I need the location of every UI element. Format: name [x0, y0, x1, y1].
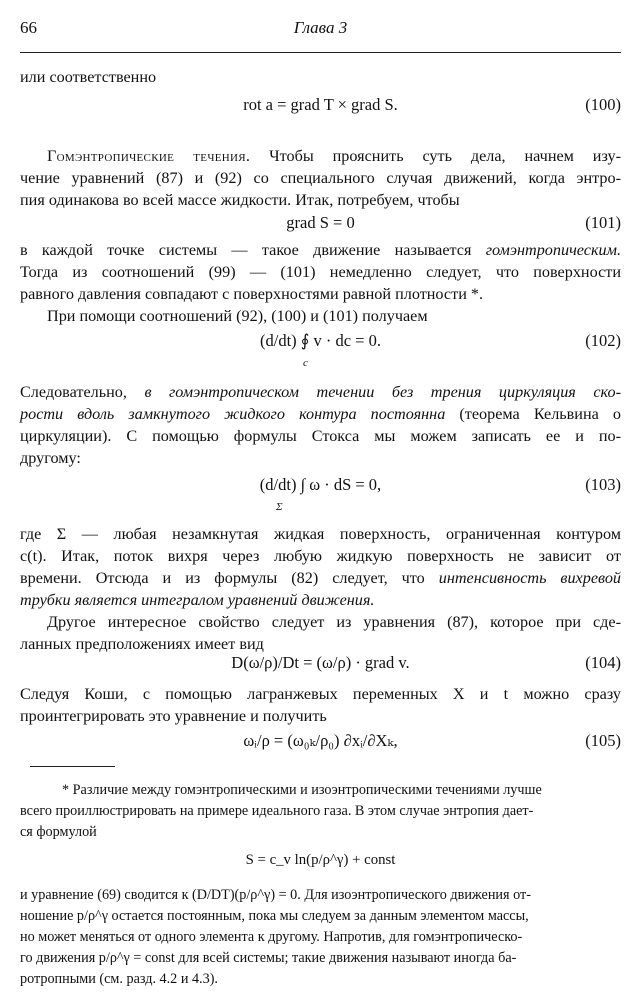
footnote-line: всего проиллюстрировать на примере идеального газа. В этом случае энтропия дает-: [20, 803, 534, 819]
integral-limit: c: [303, 357, 308, 369]
text-line: проинтегрировать это уравнение и получить: [20, 707, 327, 725]
footnote-equation: S = c_v ln(p/ρ^γ) + const: [245, 852, 396, 868]
text-span: Чтобы прояснить суть дела, начнем изу-: [269, 147, 622, 165]
text-line: пия одинакова во всей массе жидкости. Итак, потребуем, чтобы: [20, 191, 460, 209]
equation-number: (101): [585, 213, 621, 232]
footnote-line: ношение p/ρ^γ остается постоянным, пока мы следуем за данным элементом массы,: [20, 908, 529, 924]
footnote-line: ротропными (см. разд. 4.2 и 4.3).: [20, 971, 218, 987]
text-line: другому:: [20, 449, 81, 467]
text-line: равного давления совпадают с поверхностями равной плотности *.: [20, 285, 484, 303]
text-line: где Σ — любая незамкнутая жидкая поверхность, ограниченная контуром: [20, 525, 621, 543]
text-span: Следовательно,: [20, 383, 127, 401]
emphasis: в гомэнтропическом течении без трения циркуляция ско-: [144, 383, 621, 401]
header-rule: [20, 52, 621, 53]
equation-number: (100): [585, 95, 621, 114]
equation-body: (d/dt) ∫ ω · dS = 0,: [259, 475, 382, 494]
footnote-line: * Различие между гомэнтропическими и изоэнтропическими течениями лучше: [62, 782, 542, 798]
text-line: [47, 146, 621, 166]
text-line: чение уравнений (87) и (92) со специального случая движений, когда энтро-: [20, 169, 621, 187]
section-heading: Гомэнтропические течения.: [47, 147, 251, 165]
text-span: (теорема Кельвина о: [459, 405, 622, 423]
emphasis: интенсивность вихревой: [438, 569, 622, 587]
running-header: [20, 18, 621, 40]
text-line: Следуя Коши, с помощью лагранжевых переменных X и t можно сразу: [20, 685, 621, 703]
text-line: [20, 240, 621, 260]
emphasis: рости вдоль замкнутого жидкого контура постоянна: [20, 405, 446, 423]
text-line: При помощи соотношений (92), (100) и (101) получаем: [47, 307, 428, 325]
chapter-title: Глава 3: [293, 18, 348, 37]
integral-limit: Σ: [276, 501, 283, 513]
text-line: Тогда из соотношений (99) — (101) немедленно следует, что поверхности: [20, 263, 621, 281]
footnote-line: но может меняться от одного элемента к другому. Напротив, для гомэнтропическо-: [20, 929, 523, 945]
footnote-rule: [30, 766, 115, 767]
text-line: циркуляции). С помощью формулы Стокса мы можем записать ее и по-: [20, 427, 621, 445]
equation-number: (103): [585, 475, 621, 494]
equation-number: (104): [585, 653, 621, 672]
page-number: 66: [20, 18, 37, 37]
footnote-line: и уравнение (69) сводится к (D/DT)(p/ρ^γ) = 0. Для изоэнтропического движения от-: [20, 887, 531, 903]
equation-body: rot a = grad T × grad S.: [243, 95, 398, 114]
equation-body: (d/dt) ∮ v · dc = 0.: [259, 331, 381, 350]
text-span: времени. Отсюда и из формулы (82) следует, что: [20, 569, 425, 587]
emphasis: гомэнтропическим.: [485, 241, 621, 259]
equation-body: grad S = 0: [286, 213, 355, 232]
text-line: c(t). Итак, поток вихря через любую жидкую поверхность не зависит от: [20, 547, 621, 565]
footnote-line: го движения p/ρ^γ = const для всей системы; такие движения называют иногда ба-: [20, 950, 517, 966]
text-line: [20, 382, 621, 402]
text-line: трубки является интегралом уравнений движения.: [20, 591, 375, 609]
text-line: или соответственно: [20, 68, 157, 86]
text-line: [20, 568, 621, 588]
text-span: в каждой точке системы — такое движение называется: [20, 241, 472, 259]
text-line: [20, 404, 621, 424]
equation-103: [20, 474, 621, 514]
footnote-line: ся формулой: [20, 824, 97, 840]
equation-number: (105): [585, 731, 621, 750]
text-line: Другое интересное свойство следует из уравнения (87), которое при сде-: [47, 613, 621, 631]
equation-number: (102): [585, 331, 621, 350]
equation-body: D(ω/ρ)/Dt = (ω/ρ) · grad v.: [231, 653, 410, 672]
text-line: ланных предположениях имеет вид: [20, 635, 264, 653]
equation-body: ωᵢ/ρ = (ω₀ₖ/ρ₀) ∂xᵢ/∂Xₖ,: [243, 731, 398, 750]
equation-102: [20, 330, 621, 370]
